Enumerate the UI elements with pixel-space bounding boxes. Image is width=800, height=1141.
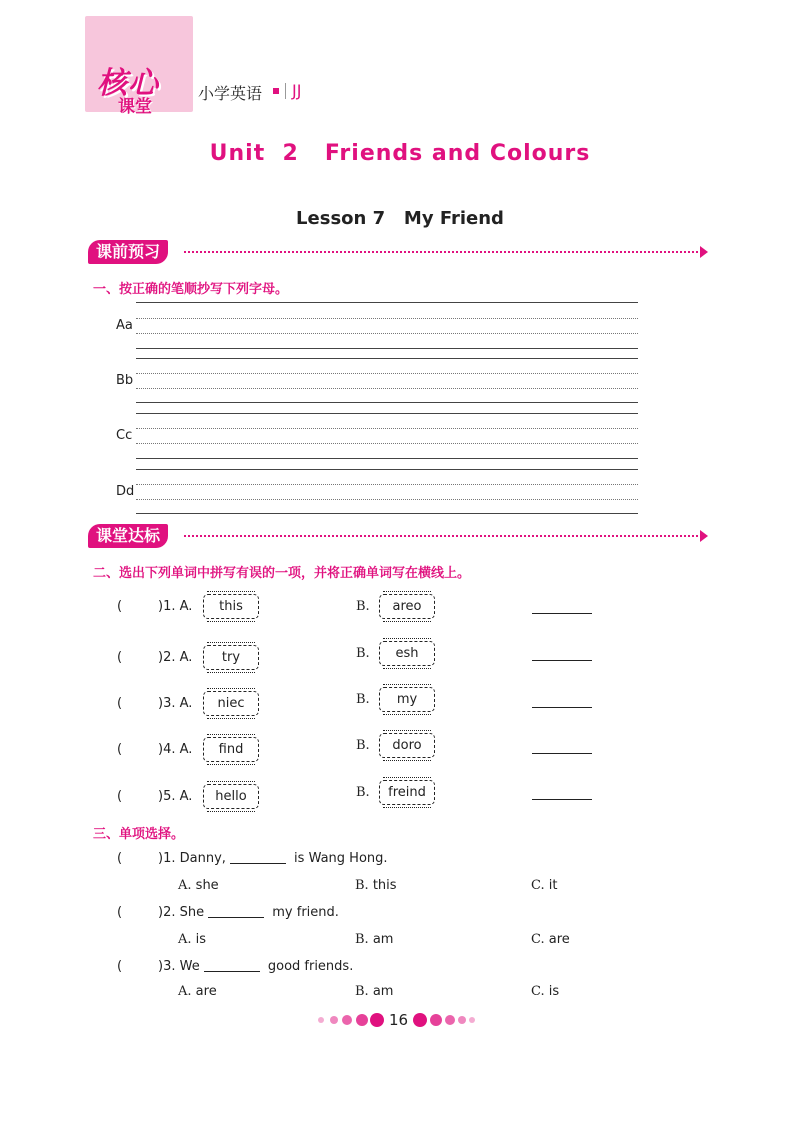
writing-line[interactable] [136, 484, 638, 485]
option-b-label: B. [356, 785, 370, 800]
logo-subtext: 课堂 [118, 97, 152, 117]
decorative-dot-icon [430, 1014, 442, 1026]
answer-blank[interactable] [532, 660, 592, 661]
question-number: )2. [158, 905, 176, 920]
writing-line[interactable] [136, 402, 638, 403]
choice-text: am [372, 984, 394, 999]
choice-label: C. [531, 932, 545, 947]
lesson-title: Lesson 7 My Friend [296, 208, 504, 229]
subject-label: 小学英语 [198, 84, 263, 103]
answer-blank[interactable] [204, 971, 260, 972]
decorative-dot-icon [469, 1017, 475, 1023]
choice-text: am [372, 932, 394, 947]
choice-label: B. [355, 878, 369, 893]
writing-line[interactable] [136, 302, 638, 303]
choice-a[interactable] [178, 932, 206, 947]
option-a-word[interactable]: find [203, 737, 259, 762]
dotted-divider [184, 535, 698, 537]
question-before: She [179, 905, 205, 920]
answer-bracket[interactable]: ( [117, 742, 123, 757]
answer-bracket[interactable]: ( [117, 905, 123, 920]
unit-title: Unit 2 Friends and Colours [209, 141, 591, 166]
writing-line[interactable] [136, 458, 638, 459]
writing-line[interactable] [136, 428, 638, 429]
question-number: )3. [158, 959, 176, 974]
choice-label: A. [178, 932, 192, 947]
option-a-word[interactable]: hello [203, 784, 259, 809]
choice-text: she [195, 878, 219, 893]
choice-text: are [548, 932, 570, 947]
writing-line[interactable] [136, 513, 638, 514]
answer-blank[interactable] [208, 917, 264, 918]
question-after: my friend. [272, 905, 339, 920]
choice-label: B. [355, 932, 369, 947]
choice-b[interactable] [355, 878, 397, 893]
choice-text: it [548, 878, 558, 893]
dotted-divider [184, 251, 698, 253]
part1-instruction: 一、按正确的笔顺抄写下列字母。 [93, 282, 289, 297]
question-number: )3. A. [158, 696, 193, 711]
letter-label: Cc [116, 428, 133, 443]
choice-label: C. [531, 984, 545, 999]
option-b-word[interactable]: freind [379, 780, 435, 805]
choice-label: A. [178, 878, 192, 893]
decorative-dot-icon [413, 1013, 427, 1027]
choice-a[interactable] [178, 984, 217, 999]
decorative-dot-icon [370, 1013, 384, 1027]
answer-bracket[interactable]: ( [117, 650, 123, 665]
option-a-word[interactable]: try [203, 645, 259, 670]
divider [285, 83, 286, 99]
section-banner-preview [88, 240, 712, 264]
answer-blank[interactable] [532, 799, 592, 800]
letter-label: Dd [116, 484, 135, 499]
choice-c[interactable] [531, 878, 557, 893]
decorative-dot-icon [330, 1016, 338, 1024]
part2-instruction: 二、选出下列单词中拼写有误的一项，并将正确单词写在横线上。 [93, 566, 471, 581]
letter-label: Bb [116, 373, 134, 388]
answer-blank[interactable] [532, 613, 592, 614]
choice-text: is [548, 984, 560, 999]
choice-text: is [195, 932, 207, 947]
writing-line[interactable] [136, 499, 638, 500]
choice-b[interactable] [355, 932, 393, 947]
question-text [158, 959, 353, 974]
decorative-dot-icon [356, 1014, 368, 1026]
answer-bracket[interactable]: ( [117, 696, 123, 711]
option-b-word[interactable]: esh [379, 641, 435, 666]
answer-bracket[interactable]: ( [117, 789, 123, 804]
option-b-word[interactable]: doro [379, 733, 435, 758]
option-b-word[interactable]: areo [379, 594, 435, 619]
choice-text: are [195, 984, 217, 999]
writing-line[interactable] [136, 358, 638, 359]
writing-line[interactable] [136, 348, 638, 349]
choice-label: C. [531, 878, 545, 893]
section-banner-practice [88, 524, 712, 548]
question-before: We [179, 959, 200, 974]
letter-label: Aa [116, 318, 133, 333]
choice-label: A. [178, 984, 192, 999]
writing-line[interactable] [136, 469, 638, 470]
section-title: 课堂达标 [88, 524, 168, 548]
answer-blank[interactable] [532, 753, 592, 754]
edition-label: JJ [292, 81, 302, 100]
choice-text: this [372, 878, 397, 893]
question-number: )1. [158, 851, 176, 866]
section-title: 课前预习 [88, 240, 168, 264]
writing-line[interactable] [136, 373, 638, 374]
question-number: )5. A. [158, 789, 193, 804]
logo-text: 核心 [97, 66, 159, 101]
choice-a[interactable] [178, 878, 219, 893]
choice-label: B. [355, 984, 369, 999]
answer-bracket[interactable]: ( [117, 599, 123, 614]
option-b-label: B. [356, 599, 370, 614]
question-before: Danny, [179, 851, 226, 866]
arrow-right-icon [700, 246, 708, 258]
choice-b[interactable] [355, 984, 393, 999]
answer-blank[interactable] [532, 707, 592, 708]
decorative-dot-icon [458, 1016, 466, 1024]
answer-blank[interactable] [230, 863, 286, 864]
option-b-label: B. [356, 646, 370, 661]
decorative-dot-icon [445, 1015, 455, 1025]
answer-bracket[interactable]: ( [117, 851, 123, 866]
question-number: )1. A. [158, 599, 193, 614]
question-text [158, 905, 339, 920]
question-number: )4. A. [158, 742, 193, 757]
question-number: )2. A. [158, 650, 193, 665]
question-after: is Wang Hong. [294, 851, 388, 866]
arrow-right-icon [700, 530, 708, 542]
writing-line[interactable] [136, 333, 638, 334]
writing-line[interactable] [136, 443, 638, 444]
answer-bracket[interactable]: ( [117, 959, 123, 974]
option-a-word[interactable]: niec [203, 691, 259, 716]
option-b-label: B. [356, 692, 370, 707]
decorative-dot-icon [318, 1017, 324, 1023]
question-text [158, 851, 388, 866]
part3-instruction: 三、单项选择。 [93, 827, 185, 842]
decorative-dot-icon [342, 1015, 352, 1025]
choice-c[interactable] [531, 932, 570, 947]
option-a-word[interactable]: this [203, 594, 259, 619]
writing-line[interactable] [136, 388, 638, 389]
writing-line[interactable] [136, 413, 638, 414]
square-marker-icon [273, 88, 279, 94]
question-after: good friends. [267, 959, 354, 974]
choice-c[interactable] [531, 984, 559, 999]
option-b-label: B. [356, 738, 370, 753]
writing-line[interactable] [136, 318, 638, 319]
page-number: 16 [389, 1011, 409, 1029]
option-b-word[interactable]: my [379, 687, 435, 712]
